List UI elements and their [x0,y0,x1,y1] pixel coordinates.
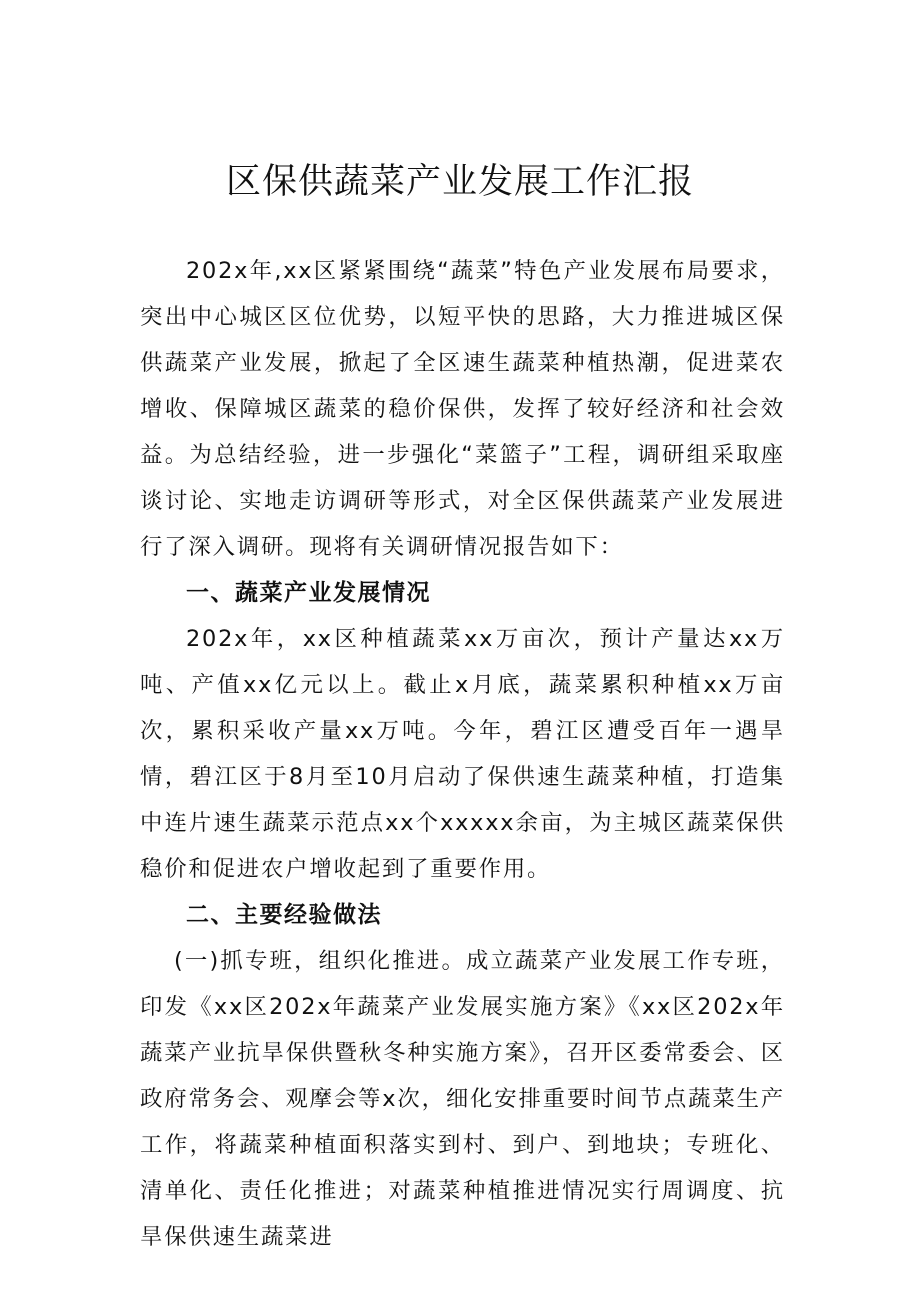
section-1-heading: 一、蔬菜产业发展情况 [186,580,431,606]
document-title: 区保供蔬菜产业发展工作汇报 [225,162,694,202]
intro-paragraph: 202x年,xx区紧紧围绕“蔬菜”特色产业发展布局要求，突出中心城区区位优势，以短平快的思路，大力推进城区保供蔬菜产业发展，掀起了全区速生蔬菜种植热潮，促进菜农增收、保障城区蔬菜的稳价保供，发挥了较好经济和社会效益。为总结经验，进一步强化“菜篮子”工程，调研组采取座谈讨论、实地走访调研等形式，对全区保供蔬菜产业发展进行了深入调研。现将有关调研情况报告如下： [140,258,785,560]
document-body [140,248,785,1260]
section-2-item-1-paragraph: (一)抓专班，组织化推进。成立蔬菜产业发展工作专班，印发《xx区202x年蔬菜产业发展实施方案》《xx区202x年蔬菜产业抗旱保供暨秋冬种实施方案》，召开区委常委会、区政府常务会、观摩会等x次，细化安排重要时间节点蔬菜生产工作，将蔬菜种植面积落实到村、到户、到地块；专班化、清单化、责任化推进；对蔬菜种植推进情况实行周调度、抗旱保供速生蔬菜进 [140,948,785,1250]
section-2-heading: 二、主要经验做法 [186,902,382,928]
section-1-paragraph: 202x年，xx区种植蔬菜xx万亩次，预计产量达xx万吨、产值xx亿元以上。截止x月底，蔬菜累积种植xx万亩次，累积采收产量xx万吨。今年，碧江区遭受百年一遇旱情，碧江区于8月至10月启动了保供速生蔬菜种植，打造集中连片速生蔬菜示范点xx个xxxxx余亩，为主城区蔬菜保供稳价和促进农户增收起到了重要作用。 [140,626,785,882]
